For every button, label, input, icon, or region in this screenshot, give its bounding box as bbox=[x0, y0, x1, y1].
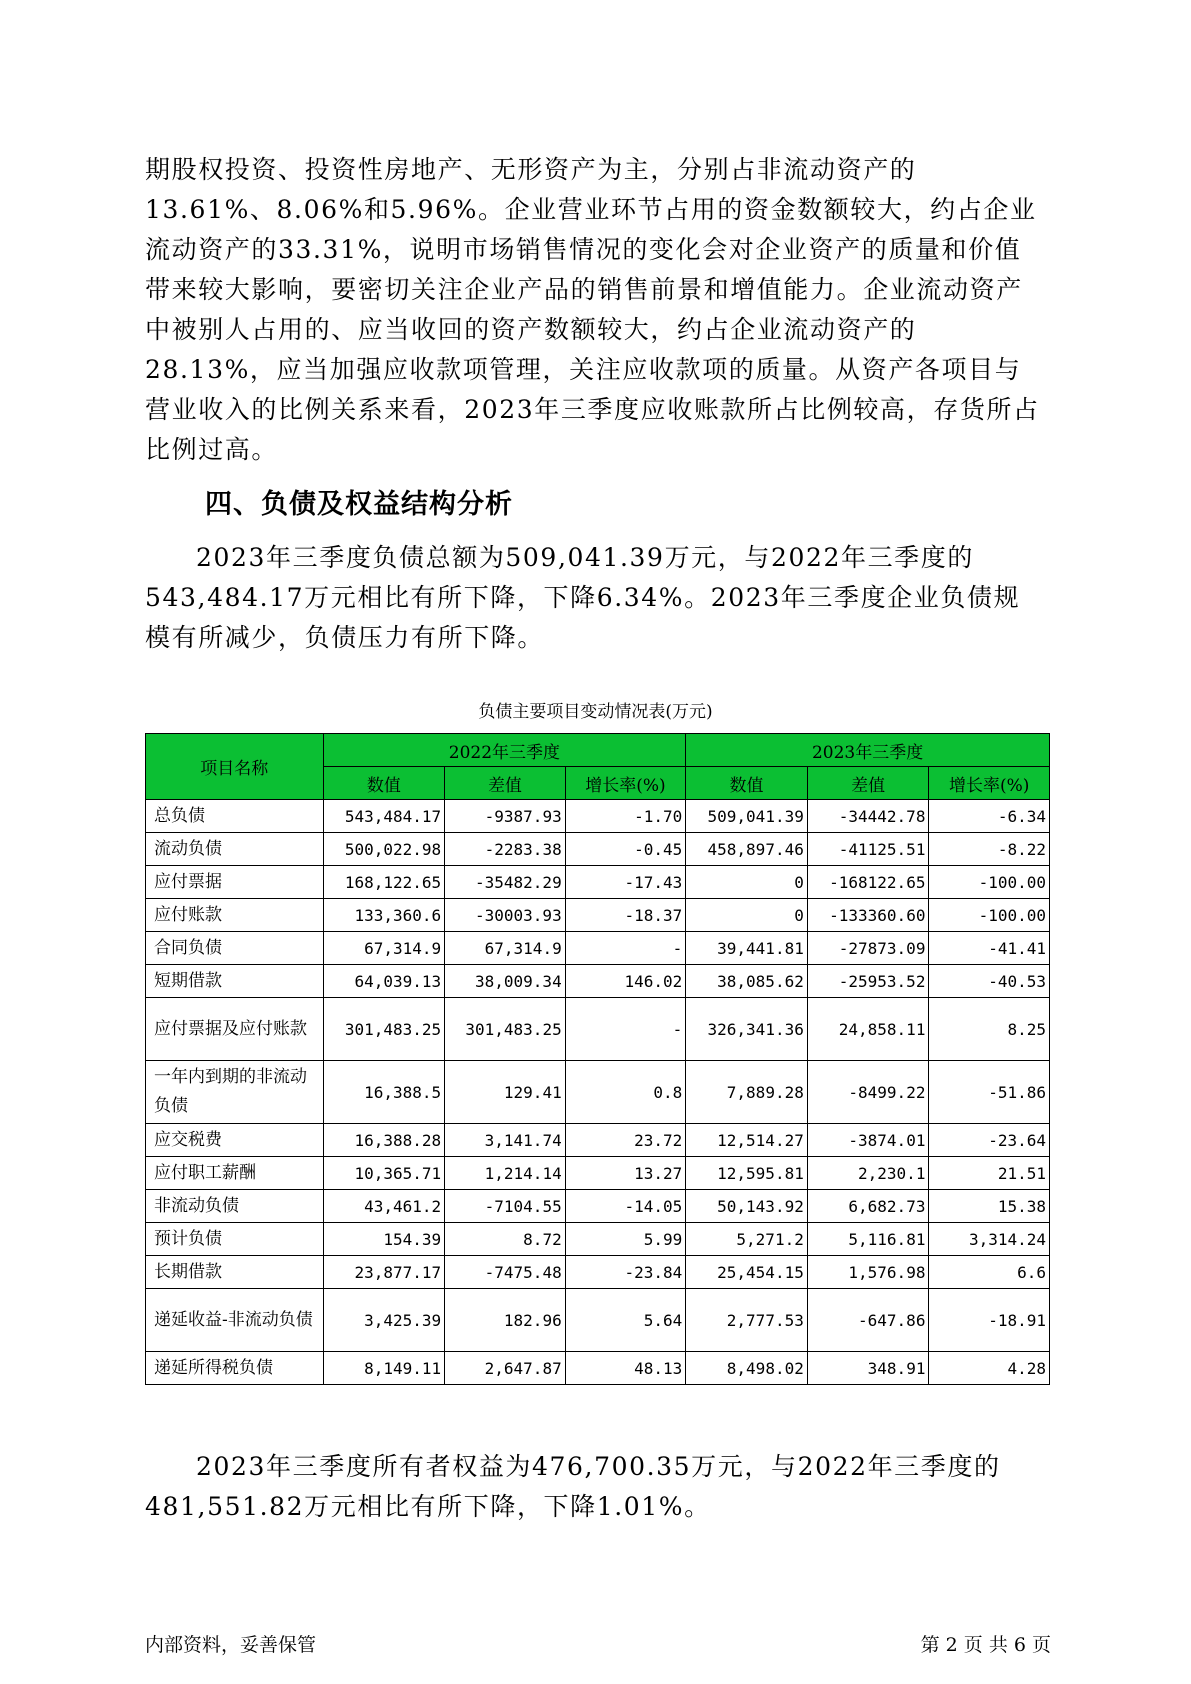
row-item-name: 预计负债 bbox=[146, 1223, 324, 1256]
cell-r22: -1.70 bbox=[565, 800, 686, 833]
table-row bbox=[146, 1061, 1050, 1124]
table-row bbox=[146, 1223, 1050, 1256]
row-item-name: 递延所得税负债 bbox=[146, 1352, 324, 1385]
cell-d22: -30003.93 bbox=[445, 899, 566, 932]
table-row bbox=[146, 1256, 1050, 1289]
cell-d22: -35482.29 bbox=[445, 866, 566, 899]
table-row bbox=[146, 1124, 1050, 1157]
cell-v23: 5,271.2 bbox=[686, 1223, 808, 1256]
cell-v23: 38,085.62 bbox=[686, 965, 808, 998]
body-paragraph-equity: 2023年三季度所有者权益为476,700.35万元，与2022年三季度的481,551.82万元相比有所下降，下降1.01%。 bbox=[145, 1452, 1001, 1521]
table-body bbox=[146, 800, 1050, 1385]
row-item-name: 一年内到期的非流动负债 bbox=[146, 1061, 324, 1124]
cell-d23: 5,116.81 bbox=[807, 1223, 929, 1256]
table-caption: 负债主要项目变动情况表(万元) bbox=[478, 702, 713, 722]
cell-r22: -23.84 bbox=[565, 1256, 686, 1289]
cell-d22: 1,214.14 bbox=[445, 1157, 566, 1190]
cell-v23: 50,143.92 bbox=[686, 1190, 808, 1223]
cell-d22: -9387.93 bbox=[445, 800, 566, 833]
cell-d22: 67,314.9 bbox=[445, 932, 566, 965]
cell-v22: 16,388.28 bbox=[323, 1124, 445, 1157]
cell-d22: 3,141.74 bbox=[445, 1124, 566, 1157]
cell-v23: 0 bbox=[686, 899, 808, 932]
cell-v23: 326,341.36 bbox=[686, 998, 808, 1061]
row-item-name: 应付职工薪酬 bbox=[146, 1157, 324, 1190]
cell-r23: -100.00 bbox=[929, 866, 1050, 899]
cell-v22: 500,022.98 bbox=[323, 833, 445, 866]
cell-r23: -51.86 bbox=[929, 1061, 1050, 1124]
cell-r22: - bbox=[565, 932, 686, 965]
header-period-2022: 2022年三季度 bbox=[323, 734, 686, 767]
cell-r22: - bbox=[565, 998, 686, 1061]
cell-v22: 301,483.25 bbox=[323, 998, 445, 1061]
body-paragraph-liabilities: 2023年三季度负债总额为509,041.39万元，与2022年三季度的543,484.17万元相比有所下降，下降6.34%。2023年三季度企业负债规模有所减少，负债压力有所下降。 bbox=[145, 543, 1021, 652]
cell-d23: -647.86 bbox=[807, 1289, 929, 1352]
cell-v23: 39,441.81 bbox=[686, 932, 808, 965]
cell-r23: -8.22 bbox=[929, 833, 1050, 866]
cell-v23: 12,514.27 bbox=[686, 1124, 808, 1157]
cell-r22: 146.02 bbox=[565, 965, 686, 998]
cell-v23: 458,897.46 bbox=[686, 833, 808, 866]
cell-v22: 10,365.71 bbox=[323, 1157, 445, 1190]
cell-r23: -100.00 bbox=[929, 899, 1050, 932]
header-rate-2022: 增长率(%) bbox=[565, 767, 686, 800]
row-item-name: 非流动负债 bbox=[146, 1190, 324, 1223]
cell-d22: -2283.38 bbox=[445, 833, 566, 866]
cell-r23: 4.28 bbox=[929, 1352, 1050, 1385]
row-item-name: 合同负债 bbox=[146, 932, 324, 965]
cell-r22: -0.45 bbox=[565, 833, 686, 866]
cell-d23: -8499.22 bbox=[807, 1061, 929, 1124]
body-paragraph-assets: 期股权投资、投资性房地产、无形资产为主，分别占非流动资产的13.61%、8.06%和5.96%。企业营业环节占用的资金数额较大，约占企业流动资产的33.31%，说明市场销售情况的变化会对企业资产的质量和价值带来较大影响，要密切关注企业产品的销售前景和增值能力。企业流动资产中被别人占用的、应当收回的资产数额较大，约占企业流动资产的28.13%，应当加强应收款项管理，关注应收款项的质量。从资产各项目与营业收入的比例关系来看，2023年三季度应收账款所占比例较高，存货所占比例过高。 bbox=[145, 155, 1040, 464]
footer-confidential-note: 内部资料，妥善保管 bbox=[145, 1634, 317, 1656]
cell-r23: -41.41 bbox=[929, 932, 1050, 965]
cell-d22: 38,009.34 bbox=[445, 965, 566, 998]
cell-r23: 6.6 bbox=[929, 1256, 1050, 1289]
table-row bbox=[146, 899, 1050, 932]
cell-v23: 7,889.28 bbox=[686, 1061, 808, 1124]
header-item-name: 项目名称 bbox=[146, 734, 324, 800]
header-rate-2023: 增长率(%) bbox=[929, 767, 1050, 800]
cell-d23: -3874.01 bbox=[807, 1124, 929, 1157]
table-row bbox=[146, 1352, 1050, 1385]
cell-d22: 129.41 bbox=[445, 1061, 566, 1124]
cell-r23: -18.91 bbox=[929, 1289, 1050, 1352]
cell-r22: 13.27 bbox=[565, 1157, 686, 1190]
header-diff-2023: 差值 bbox=[807, 767, 929, 800]
cell-v22: 168,122.65 bbox=[323, 866, 445, 899]
cell-v22: 3,425.39 bbox=[323, 1289, 445, 1352]
row-item-name: 应付票据及应付账款 bbox=[146, 998, 324, 1061]
cell-v22: 43,461.2 bbox=[323, 1190, 445, 1223]
cell-v23: 509,041.39 bbox=[686, 800, 808, 833]
header-diff-2022: 差值 bbox=[445, 767, 566, 800]
cell-d22: -7104.55 bbox=[445, 1190, 566, 1223]
header-value-2022: 数值 bbox=[323, 767, 445, 800]
table-row bbox=[146, 932, 1050, 965]
cell-d23: -25953.52 bbox=[807, 965, 929, 998]
table-row bbox=[146, 866, 1050, 899]
section-heading: 四、负债及权益结构分析 bbox=[205, 489, 513, 520]
table-row bbox=[146, 800, 1050, 833]
table-row bbox=[146, 998, 1050, 1061]
cell-d23: 348.91 bbox=[807, 1352, 929, 1385]
cell-r22: -18.37 bbox=[565, 899, 686, 932]
table-row bbox=[146, 1190, 1050, 1223]
cell-d23: -133360.60 bbox=[807, 899, 929, 932]
liabilities-table bbox=[145, 733, 1050, 1385]
row-item-name: 递延收益-非流动负债 bbox=[146, 1289, 324, 1352]
table-row bbox=[146, 1289, 1050, 1352]
cell-r22: 5.99 bbox=[565, 1223, 686, 1256]
cell-r23: -23.64 bbox=[929, 1124, 1050, 1157]
cell-v22: 16,388.5 bbox=[323, 1061, 445, 1124]
row-item-name: 总负债 bbox=[146, 800, 324, 833]
cell-r23: 15.38 bbox=[929, 1190, 1050, 1223]
cell-v22: 8,149.11 bbox=[323, 1352, 445, 1385]
row-item-name: 应交税费 bbox=[146, 1124, 324, 1157]
row-item-name: 长期借款 bbox=[146, 1256, 324, 1289]
cell-v22: 23,877.17 bbox=[323, 1256, 445, 1289]
header-period-2023: 2023年三季度 bbox=[686, 734, 1050, 767]
cell-d23: -168122.65 bbox=[807, 866, 929, 899]
cell-r23: 21.51 bbox=[929, 1157, 1050, 1190]
cell-r22: 0.8 bbox=[565, 1061, 686, 1124]
cell-d22: 182.96 bbox=[445, 1289, 566, 1352]
cell-v22: 133,360.6 bbox=[323, 899, 445, 932]
cell-d23: -41125.51 bbox=[807, 833, 929, 866]
cell-r23: 3,314.24 bbox=[929, 1223, 1050, 1256]
row-item-name: 应付票据 bbox=[146, 866, 324, 899]
cell-r22: 23.72 bbox=[565, 1124, 686, 1157]
cell-v22: 543,484.17 bbox=[323, 800, 445, 833]
cell-r23: -6.34 bbox=[929, 800, 1050, 833]
cell-d23: 1,576.98 bbox=[807, 1256, 929, 1289]
cell-d22: 2,647.87 bbox=[445, 1352, 566, 1385]
cell-v22: 154.39 bbox=[323, 1223, 445, 1256]
cell-r22: 5.64 bbox=[565, 1289, 686, 1352]
cell-d23: 24,858.11 bbox=[807, 998, 929, 1061]
cell-r22: 48.13 bbox=[565, 1352, 686, 1385]
table-row bbox=[146, 965, 1050, 998]
cell-v23: 25,454.15 bbox=[686, 1256, 808, 1289]
cell-r23: -40.53 bbox=[929, 965, 1050, 998]
cell-r22: -14.05 bbox=[565, 1190, 686, 1223]
cell-d23: -27873.09 bbox=[807, 932, 929, 965]
cell-d23: 6,682.73 bbox=[807, 1190, 929, 1223]
row-item-name: 应付账款 bbox=[146, 899, 324, 932]
cell-v23: 8,498.02 bbox=[686, 1352, 808, 1385]
cell-v22: 67,314.9 bbox=[323, 932, 445, 965]
table-row bbox=[146, 833, 1050, 866]
cell-d22: 8.72 bbox=[445, 1223, 566, 1256]
footer-page-number: 第 2 页 共 6 页 bbox=[920, 1634, 1051, 1656]
row-item-name: 短期借款 bbox=[146, 965, 324, 998]
cell-v23: 0 bbox=[686, 866, 808, 899]
cell-d22: -7475.48 bbox=[445, 1256, 566, 1289]
cell-d22: 301,483.25 bbox=[445, 998, 566, 1061]
table-row bbox=[146, 1157, 1050, 1190]
row-item-name: 流动负债 bbox=[146, 833, 324, 866]
header-value-2023: 数值 bbox=[686, 767, 808, 800]
cell-r22: -17.43 bbox=[565, 866, 686, 899]
cell-v23: 2,777.53 bbox=[686, 1289, 808, 1352]
cell-r23: 8.25 bbox=[929, 998, 1050, 1061]
cell-d23: 2,230.1 bbox=[807, 1157, 929, 1190]
cell-d23: -34442.78 bbox=[807, 800, 929, 833]
cell-v22: 64,039.13 bbox=[323, 965, 445, 998]
cell-v23: 12,595.81 bbox=[686, 1157, 808, 1190]
